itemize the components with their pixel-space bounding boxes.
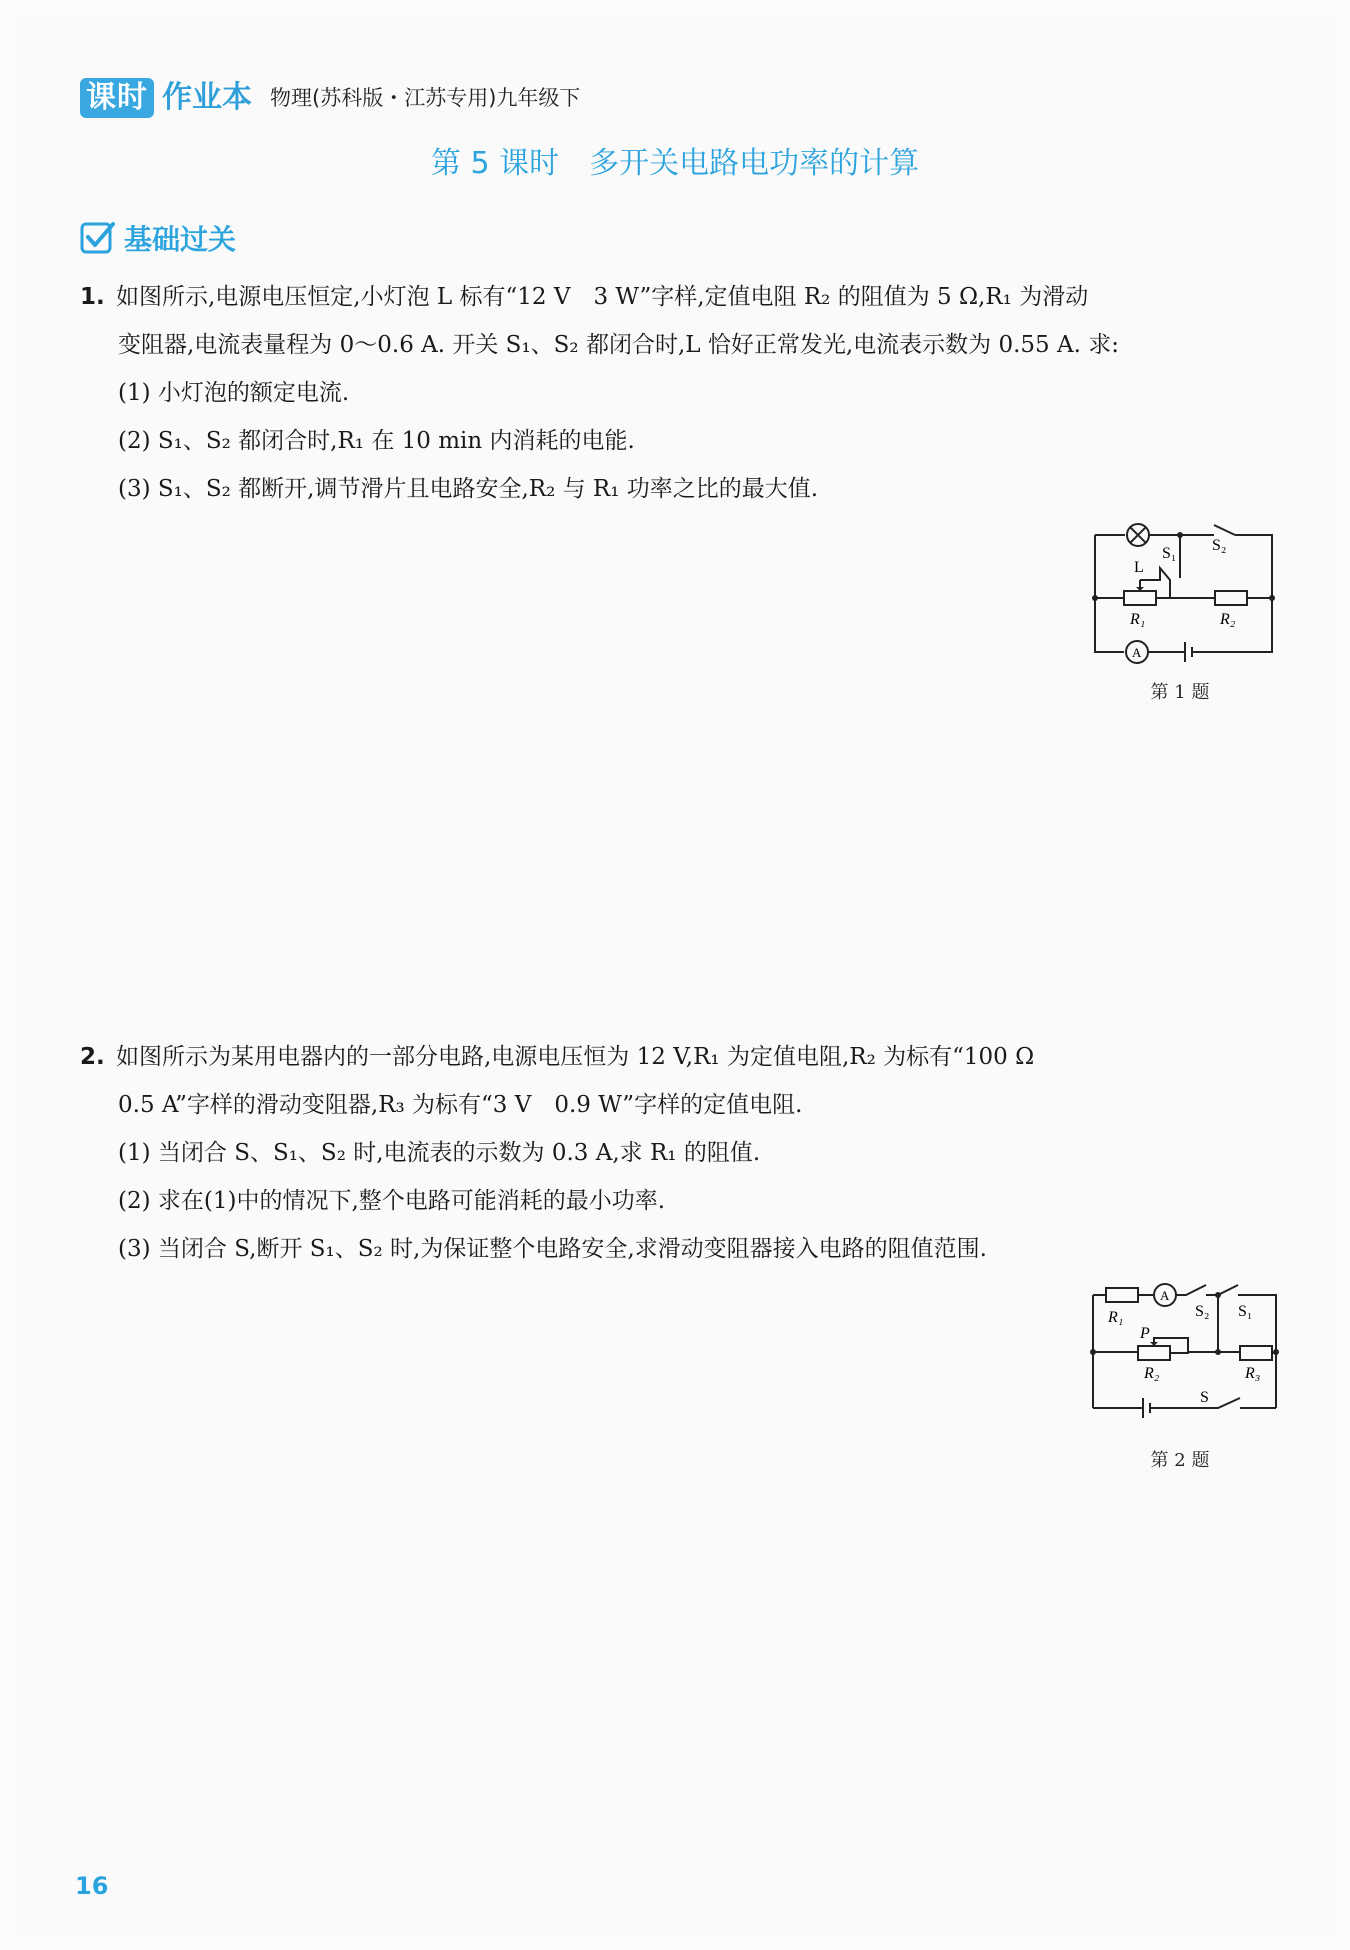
circuit-diagram-1 xyxy=(1090,520,1280,665)
subject-label: 物理(苏科版・江苏专用)九年级下 xyxy=(270,86,581,110)
resistor-r2-label: R₂ xyxy=(1144,1365,1160,1382)
ammeter-label: A xyxy=(1160,1288,1170,1303)
switch-s2-label: S₂ xyxy=(1212,537,1227,554)
question-2 xyxy=(80,1033,1280,1273)
checkbox-icon xyxy=(80,220,116,256)
ammeter-label: A xyxy=(1132,645,1142,660)
book-name: 作业本 xyxy=(162,80,252,115)
lesson-title: 第 5 课时 多开关电路电功率的计算 xyxy=(430,146,920,181)
header xyxy=(80,74,580,118)
switch-s2-label: S₂ xyxy=(1195,1303,1210,1320)
lamp-label: L xyxy=(1134,559,1144,576)
section-title: 基础过关 xyxy=(124,223,237,256)
question-1 xyxy=(80,273,1280,513)
question-part: (1) 当闭合 S、S₁、S₂ 时,电流表的示数为 0.3 A,求 R₁ 的阻值. xyxy=(118,1140,761,1166)
question-part: (2) 求在(1)中的情况下,整个电路可能消耗的最小功率. xyxy=(118,1188,666,1214)
resistor-r1-label: R₁ xyxy=(1108,1309,1124,1326)
switch-s1-label: S₁ xyxy=(1162,545,1177,562)
question-part: (2) S₁、S₂ 都闭合时,R₁ 在 10 min 内消耗的电能. xyxy=(118,428,635,454)
section-heading xyxy=(80,218,236,258)
question-text-line: 如图所示,电源电压恒定,小灯泡 L 标有“12 V 3 W”字样,定值电阻 R₂ 的阻值为 5 Ω,R₁ 为滑动 xyxy=(116,284,1089,310)
question-part: (3) 当闭合 S,断开 S₁、S₂ 时,为保证整个电路安全,求滑动变阻器接入电路的阻值范围. xyxy=(118,1236,987,1262)
figure-caption: 第 1 题 xyxy=(1150,682,1210,703)
question-text-line: 如图所示为某用电器内的一部分电路,电源电压恒为 12 V,R₁ 为定值电阻,R₂ 为标有“100 Ω xyxy=(116,1044,1035,1070)
logo: 课时 xyxy=(80,78,154,118)
question-text-line: 变阻器,电流表量程为 0～0.6 A. 开关 S₁、S₂ 都闭合时,L 恰好正常发光,电流表示数为 0.55 A. 求: xyxy=(118,332,1119,358)
resistor-r2-label: R₂ xyxy=(1220,611,1236,628)
switch-s1-label: S₁ xyxy=(1238,1303,1253,1320)
slider-p-label: P xyxy=(1140,1325,1150,1342)
question-number: 1. xyxy=(80,284,105,310)
question-part: (1) 小灯泡的额定电流. xyxy=(118,380,350,406)
resistor-r3-label: R₃ xyxy=(1245,1365,1261,1382)
resistor-r1-label: R₁ xyxy=(1130,611,1146,628)
question-part: (3) S₁、S₂ 都断开,调节滑片且电路安全,R₂ 与 R₁ 功率之比的最大值. xyxy=(118,476,819,502)
circuit-diagram-2 xyxy=(1088,1280,1280,1430)
switch-s-label: S xyxy=(1200,1389,1209,1406)
page-number: 16 xyxy=(75,1872,109,1900)
figure-caption: 第 2 题 xyxy=(1150,1450,1210,1471)
question-number: 2. xyxy=(80,1044,105,1070)
question-text-line: 0.5 A”字样的滑动变阻器,R₃ 为标有“3 V 0.9 W”字样的定值电阻. xyxy=(118,1092,803,1118)
